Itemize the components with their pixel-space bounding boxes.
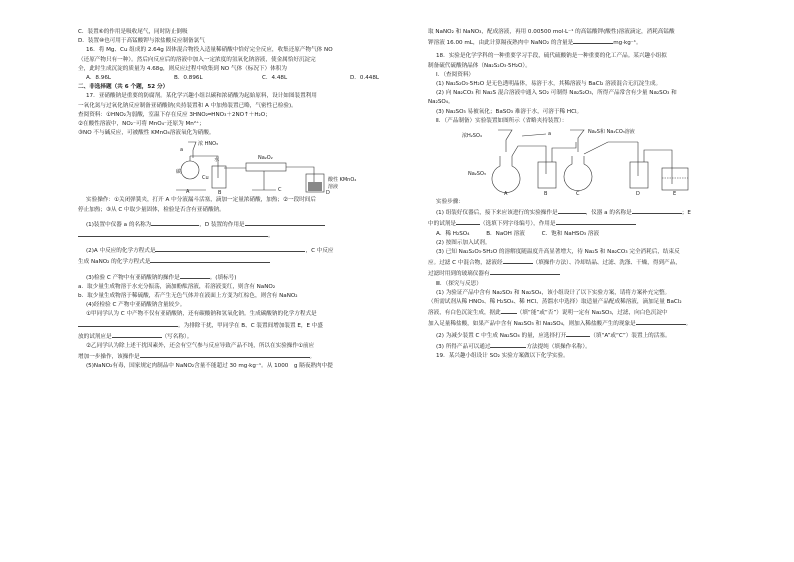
answer-blank[interactable] bbox=[245, 219, 325, 226]
reflection-1-cont3: 加入足量稀盐酸，如果产品中含有 Na₂SO₃ 和 Na₂SO₄，则加入稀盐酸产生的现象是 。 bbox=[428, 318, 788, 329]
left-column bbox=[78, 28, 438, 372]
step-2: (2) 按图示加入试剂。 bbox=[436, 239, 491, 246]
q17-part5-cont: 取 NaNO₂ 和 NaNO₃，配成溶液，再用 0.00500 mol·L⁻¹ 的高锰酸钾(酸性)溶液滴定，消耗高锰酸 bbox=[428, 29, 675, 35]
section-heading: 二、非选择题（共 6 个题，52 分） bbox=[78, 84, 169, 91]
q17-part4-1-reagent: 放的试剂应是 （写名称）。 bbox=[78, 331, 438, 342]
question-18-line1: 18．实验是化学学科的一种重要学习手段，硫代硫酸钠是一种重要的化工产品。某兴趣小组拟 bbox=[436, 53, 667, 60]
label-C: C bbox=[576, 191, 580, 198]
answer-blank[interactable] bbox=[558, 207, 586, 214]
question-16-line3: 全，此时生成沉淀的质量为 4.68g，则反应过程中收集到 NO 气体（标况下）体积为 bbox=[78, 65, 287, 72]
label-kmno4: 酸性 KMnO₄ bbox=[328, 177, 357, 184]
apparatus-figure-left bbox=[78, 138, 438, 196]
option-c: C．装置⑥的作用是吸收尾气，同时防止倒吸 bbox=[78, 29, 188, 35]
step-1-options: A．稀 H₂SO₄ B．NaOH 溶液 C．饱和 NaHSO₃ 溶液 bbox=[436, 230, 600, 237]
label-A: A bbox=[186, 189, 190, 196]
answer-blank[interactable] bbox=[78, 320, 178, 327]
step-3-glassware: 过滤时用到的玻璃仪器有 bbox=[428, 268, 788, 279]
label-water: 水 bbox=[214, 157, 220, 164]
reflection-1: (1) 为验证产品中含有 Na₂SO₃ 和 Na₂SO₄，该小组设计了以下实验方案，请将方案补充完整。 bbox=[436, 289, 671, 296]
choice-c: C．4.48L bbox=[262, 75, 288, 82]
info-2: (2) 向 Na₂CO₃ 和 Na₂S 混合溶液中通入 SO₂ 可制得 Na₂S₂O₃，所得产品常含有少量 Na₂SO₃ 和 bbox=[436, 90, 677, 97]
q17-part4-1: ①甲同学认为 C 中产物不仅有亚硝酸钠，还有碳酸钠和氢氧化钠。生成碳酸钠的化学方程式是 bbox=[86, 311, 317, 318]
label-na2so3: Na₂SO₃ bbox=[468, 171, 486, 178]
question-17-line1: 17．亚硝酸钠是重要的防腐剂。某化学兴趣小组以碳和浓硝酸为起始原料，设计如图装置利用 bbox=[86, 93, 317, 100]
answer-blank[interactable] bbox=[573, 37, 613, 44]
label-D: D bbox=[326, 190, 330, 197]
q17-part5-answer: 钾溶液 16.00 mL，由此计算隔夜熟肉中 NaNO₂ 的含量是 mg·kg⁻¹。 bbox=[428, 37, 788, 48]
reflection-3: (3) 所得产品可以通过 方法提纯（填操作名称）。 bbox=[428, 341, 788, 352]
label-B: B bbox=[544, 191, 548, 198]
choice-a: A．8.96L bbox=[86, 75, 111, 82]
question-16-options bbox=[78, 74, 438, 83]
label-mix: Na₂S和 Na₂CO₃溶液 bbox=[588, 129, 635, 136]
info-3: (3) Na₂SO₃ 易被氧化；BaSO₃ 难溶于水，可溶于稀 HCl。 bbox=[436, 108, 583, 115]
q17-part4-1-cont: 。为排除干扰，甲同学在 B、C 装置间增加装置 E，E 中盛 bbox=[78, 320, 438, 331]
step-3-cont: 应。过滤 C 中混合物，滤液经 （填操作方法）、冷却结晶、过滤、洗涤、干燥，得到产品， bbox=[428, 257, 788, 268]
label-A: A bbox=[504, 191, 508, 198]
question-17-line2: 一氧化氮与过氧化钠反应制备亚硝酸钠(夹持装置和 A 中加热装置已略，气密性已检验)。 bbox=[78, 102, 297, 109]
choice-d: D．0.448L bbox=[350, 75, 380, 82]
q17-part4-2-cont: 增加一步操作，该操作是 。 bbox=[78, 351, 438, 362]
answer-blank[interactable] bbox=[566, 330, 590, 337]
q17-part1-cont: 。 bbox=[78, 230, 438, 241]
q17-part5: (5)NaNO₂有毒，国家规定肉制品中 NaNO₂含量不能超过 30 mg·kg⁻¹。从 1000 g 隔夜熟肉中提 bbox=[86, 363, 333, 370]
reference-1: 查阅资料：①HNO₂为弱酸，室温下存在反应 3HNO₂═HNO₃＋2NO↑＋H₂O； bbox=[78, 111, 271, 118]
label-C: C bbox=[278, 187, 282, 194]
right-column bbox=[428, 28, 788, 361]
q17-part3: (3)检验 C 产物中有亚硝酸钠的操作是 。(填标号) bbox=[78, 272, 438, 283]
answer-blank[interactable] bbox=[78, 230, 268, 237]
apparatus-drawing bbox=[78, 138, 438, 196]
answer-blank[interactable] bbox=[501, 307, 517, 314]
steps-heading: 实验步骤： bbox=[436, 199, 464, 206]
label-a: a bbox=[548, 131, 552, 138]
label-hno3: 浓 HNO₃ bbox=[198, 141, 219, 148]
question-16-line2: （还原产物只有一种）。然后向反应后的溶液中加入一定浓度的氢氧化钠溶液，使金属恰好沉淀完 bbox=[78, 56, 316, 63]
question-19: 19．某兴趣小组设计 SO₂ 实验方案做以下化学实验。 bbox=[436, 353, 569, 360]
label-D: D bbox=[636, 191, 640, 198]
answer-blank[interactable] bbox=[150, 256, 270, 263]
info-1: (1) Na₂S₂O₃·5H₂O 是无色透明晶体，易溶于水，其稀溶液与 BaCl₂ 溶液混合无沉淀生成。 bbox=[436, 81, 662, 88]
choice-b: B．0.896L bbox=[174, 75, 203, 82]
q17-part4: (4)经检验 C 产物中亚硝酸钠含量较少。 bbox=[86, 302, 186, 309]
question-18-line2: 制备硫代硫酸钠晶体（Na₂S₂O₃·5H₂O）。 bbox=[428, 62, 531, 69]
question-16-line1: 16．将 Mg、Cu 组成的 2.64g 固体混合物投入适量稀硝酸中恰好完全反应，收集还原产物气体 NO bbox=[86, 47, 333, 54]
reflection-1-cont: （所需试剂从稀 HNO₃、稀 H₂SO₄、稀 HCl、蒸馏水中选择）取适量产品配成稀溶液，滴加足量 BaCl₂ bbox=[428, 299, 682, 306]
answer-blank[interactable] bbox=[556, 218, 636, 225]
answer-blank[interactable] bbox=[155, 245, 305, 252]
step-3: (3) 已知 Na₂S₂O₃·5H₂O 的溶解度随温度升高显著增大，待 Na₂S 和 Na₂CO₃ 完全消耗后，结束反 bbox=[436, 249, 680, 256]
answer-blank[interactable] bbox=[503, 257, 533, 264]
label-h2so4: 浓H₂SO₄ bbox=[462, 133, 482, 140]
apparatus-figure-right bbox=[428, 126, 788, 198]
label-a: a bbox=[180, 147, 184, 154]
answer-blank[interactable] bbox=[112, 331, 162, 338]
section-iii: Ⅲ．（探究与反思） bbox=[436, 280, 482, 287]
reflection-2: (2) 为减少装置 C 中生成 Na₂SO₄ 的量，应选择打开 （填“A”或“C”）装置上的活塞。 bbox=[428, 330, 788, 341]
q17-part4-2: ②乙同学认为除上述干扰因素外，还会有空气参与反应导致产品不纯，所以在实验操作①前应 bbox=[86, 343, 315, 350]
answer-blank[interactable] bbox=[456, 218, 480, 225]
label-kmno4-solution: 溶液 bbox=[328, 184, 339, 191]
answer-blank[interactable] bbox=[490, 268, 560, 275]
q17-option-a: a．取少量生成物溶于水充分振荡，滴加酚酞溶液，若溶液变红，则含有 NaNO₂ bbox=[78, 283, 276, 290]
label-B: B bbox=[218, 190, 222, 197]
procedure-line1: 实验操作：①关闭弹簧夹，打开 A 中分液漏斗活塞，滴加一定量浓硝酸，加热；②一段时间后 bbox=[86, 197, 316, 204]
q17-option-b: b．取少量生成物溶于稀硫酸，若产生无色气体并在液面上方变为红棕色，则含有 NaNO₂ bbox=[78, 293, 298, 300]
section-ii: Ⅱ．（产品制备）实验装置如图所示（省略夹持装置）： bbox=[436, 117, 568, 124]
answer-blank[interactable] bbox=[151, 219, 199, 226]
reflection-1-cont2: 溶液，有白色沉淀生成，据此 （填“能”或“否”）说明一定有 Na₂SO₃，过滤，向白色沉淀中 bbox=[428, 307, 788, 318]
step-1: (1) 组装好仪器后，接下来应该进行的实验操作是 ，仪器 a 的名称是 ；E bbox=[428, 207, 788, 218]
info-2-cont: Na₂SO₄。 bbox=[428, 99, 454, 106]
answer-blank[interactable] bbox=[490, 341, 526, 348]
label-carbon: 碳 bbox=[176, 169, 182, 176]
q17-part2-cont: 生成 NaNO₂ 的化学方程式是 bbox=[78, 256, 438, 267]
label-na2o2: Na₂O₂ bbox=[258, 155, 273, 162]
answer-blank[interactable] bbox=[636, 318, 686, 325]
step-1-cont: 中的试剂是 （选填下列字母编号），作用是 bbox=[428, 218, 788, 229]
answer-blank[interactable] bbox=[632, 207, 682, 214]
section-i: Ⅰ．（查阅资料） bbox=[436, 71, 475, 78]
answer-blank[interactable] bbox=[140, 351, 310, 358]
label-E: E bbox=[673, 191, 677, 198]
answer-blank[interactable] bbox=[180, 272, 210, 279]
option-d: D．装置⑩也可用于高锰酸钾与浓盐酸反应制备氯气 bbox=[78, 38, 205, 45]
q17-part2: (2)A 中反应的化学方程式是 ，C 中反应 bbox=[78, 245, 438, 256]
reference-2: ②在酸性溶液中，NO₂⁻可将 MnO₄⁻还原为 Mn²⁺； bbox=[78, 121, 205, 128]
q17-part1: (1)装置中仪器 a 的名称为 ，D 装置的作用是 bbox=[78, 219, 438, 230]
reference-3: ③NO 不与碱反应，可被酸性 KMnO₄溶液氧化为硝酸。 bbox=[78, 130, 215, 137]
procedure-line2: 停止加热；③从 C 中取少量固体，检验是否含有亚硝酸钠。 bbox=[78, 206, 225, 213]
label-cu: Cu bbox=[202, 175, 209, 182]
